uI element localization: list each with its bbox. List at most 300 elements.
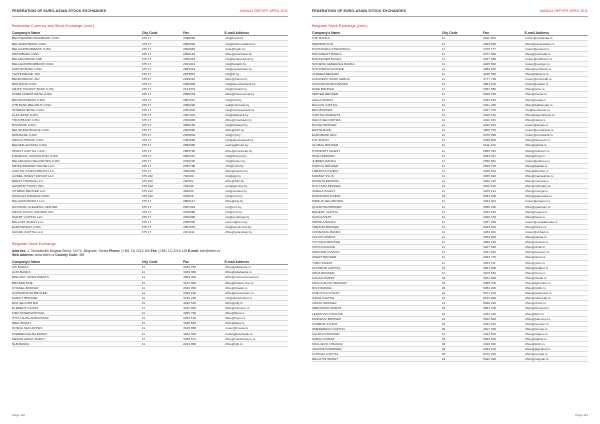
email-address[interactable]: info@paritetbank.by [225, 66, 289, 71]
company-name: BDD M&V INVESTMENTS [12, 275, 142, 280]
email-address[interactable]: office@capinv.by [225, 168, 289, 173]
email-address[interactable]: office@global.rs [525, 143, 589, 148]
fax-number: 2394690 [183, 138, 224, 143]
city-code: 11 [442, 117, 483, 122]
company-name: BELINTERFINANCE CJSC [12, 128, 142, 133]
fax-number: 2336700 [183, 158, 224, 163]
city-code: 375 17 [142, 229, 183, 234]
email-address[interactable]: office@bai.by [225, 199, 289, 204]
company-name: DUNAV BROKER [312, 122, 442, 127]
fax-number: 3344 335 [183, 331, 224, 336]
email-address[interactable]: office@tandem.rs [525, 72, 589, 77]
email-address[interactable]: office@priorbank.by [225, 51, 289, 56]
city-code: 375 17 [142, 214, 183, 219]
fax-number: 3283 810 [483, 66, 524, 71]
city-code: 375 222 [142, 194, 183, 199]
web-value[interactable]: www.belex.rs [34, 253, 55, 258]
email-address[interactable]: office@xpert.rs [525, 255, 589, 260]
city-code: 11 [442, 153, 483, 158]
fax-number: 2077 906 [483, 51, 524, 56]
email-address[interactable]: office@nsbroker.rs [525, 184, 589, 189]
email-address[interactable]: belcom@bcm.by [225, 219, 289, 224]
email-address[interactable]: broker@piraeus.rs [525, 199, 589, 204]
email-address[interactable]: office@synthesis.rs [525, 66, 589, 71]
fax-number: 3233 447 [483, 153, 524, 158]
company-name: EUROBANK EFG [312, 133, 442, 138]
fax-number: 3376 777 [483, 46, 524, 51]
fax-number: 2233 100 [483, 347, 524, 352]
email-address[interactable]: office@element.rs [225, 306, 289, 311]
email-address[interactable]: office@zepter.rs [525, 92, 589, 97]
email-address[interactable]: broker@socgen.rs [525, 61, 589, 66]
city-code: 25 [442, 321, 483, 326]
city-code: 11 [142, 311, 183, 316]
company-name: NIS FINANCE [312, 285, 442, 290]
email-address[interactable]: office@altabanka.rs [225, 270, 289, 275]
email-address[interactable]: office@citadel.rs [225, 285, 289, 290]
email-address[interactable]: office@pancevo.rs [525, 316, 589, 321]
fax-number: 3090150 [183, 122, 224, 127]
email-address[interactable]: office@cuprija.rs [525, 352, 589, 357]
fax-number: 3231 000 [483, 275, 524, 280]
city-code: 35 [442, 347, 483, 352]
company-name: BELAGROINVEST LLC [12, 199, 142, 204]
email-label: E-mail: [188, 249, 200, 254]
company-name-header: Company's Name [12, 260, 142, 265]
email-address[interactable]: office@trezor.rs [525, 224, 589, 229]
city-code: 11 [442, 46, 483, 51]
email-address[interactable]: office@zona.rs [525, 270, 589, 275]
email-address[interactable]: info@belarusbank.by [225, 56, 289, 61]
company-name: SOCIETE GENERALE BANKA [312, 61, 442, 66]
city-code: 11 [442, 107, 483, 112]
country-code-label: Country Code: [55, 253, 79, 258]
email-address[interactable]: info@belinvestbank.by [225, 41, 289, 46]
email-address[interactable]: broker@unicredit.rs [525, 77, 589, 82]
city-code: 375 17 [142, 204, 183, 209]
email-address[interactable]: info@beobroker.rs [525, 107, 589, 112]
fax-number: 2225 500 [483, 61, 524, 66]
company-name: BELVEB LEASING CJSC [12, 143, 142, 148]
city-code: 11 [442, 250, 483, 255]
members-table [12, 260, 288, 347]
email-address[interactable]: info@fincons.by [225, 153, 289, 158]
fax-number: 5577 100 [483, 291, 524, 296]
email-address[interactable]: office@lefin.rs [525, 311, 589, 316]
company-name: MINSK STOCK CENTER JSC [12, 209, 142, 214]
email-address[interactable]: office@marketplus.rs [525, 173, 589, 178]
city-code: 375 17 [142, 117, 183, 122]
fax-number: 4617 300 [483, 326, 524, 331]
email-value[interactable]: info@belex.rs [199, 249, 221, 254]
email-address[interactable]: office@horizont.rs [525, 148, 589, 153]
company-name: BEO BROKER [312, 107, 442, 112]
email-address[interactable]: office@yubc.rs [525, 260, 589, 265]
fax-number: 3453 200 [483, 336, 524, 341]
fax-number: 6611 515 [483, 184, 524, 189]
company-name: BELAGROPROMBANK OJSC [12, 61, 142, 66]
email-address[interactable]: info@bps-sberbank.by [225, 82, 289, 87]
fax-number: 2620 410 [483, 179, 524, 184]
email-address[interactable]: office@victoria.rs [525, 240, 589, 245]
city-code: 24 [442, 194, 483, 199]
company-name: ZLATIBOR CAPITAL [312, 265, 442, 270]
address-value: 1, Omladinskih Brigada Street, 11070, Belgrade, Serbia [27, 249, 109, 254]
email-address[interactable]: info@belapb.by [225, 61, 289, 66]
fax-number: 3512 600 [483, 316, 524, 321]
company-name: MINSK TRANSIT BANK CJSC [12, 87, 142, 92]
fax-number: 2095220 [183, 102, 224, 107]
fax-number: 3346 160 [183, 290, 224, 295]
email-address[interactable]: office@belros.by [225, 77, 289, 82]
email-address[interactable]: office@omega.rs [525, 189, 589, 194]
city-code: 11 [142, 290, 183, 295]
city-code: 375 17 [142, 77, 183, 82]
email-address[interactable]: office@delta.rs [525, 117, 589, 122]
email-address[interactable]: info@alfabank.by [225, 112, 289, 117]
email-address[interactable]: broker@ubbad.rs [525, 229, 589, 234]
city-code: 11 [142, 265, 183, 270]
fax-number: 5531 200 [483, 194, 524, 199]
email-address[interactable]: broker@otpbanka.rs [525, 36, 589, 41]
city-code: 375 17 [142, 51, 183, 56]
city-code: 11 [142, 285, 183, 290]
fax-number: 2840099 [183, 214, 224, 219]
email-address[interactable]: office@consortium.rs [225, 290, 289, 295]
company-name: EUROINVEST CJSC [12, 224, 142, 229]
fax-number: 4809 700 [483, 128, 524, 133]
fax-number: 3355 700 [483, 280, 524, 285]
email-address[interactable]: office@regent.rs [525, 209, 589, 214]
email-address[interactable]: broker@voban.rs [525, 82, 589, 87]
company-name: XPERT BROKER [312, 255, 442, 260]
email-address[interactable]: info@mtbank.by [225, 87, 289, 92]
email-address[interactable]: bank@bgpb.by [225, 46, 289, 51]
city-code: 375 17 [142, 133, 183, 138]
email-address[interactable]: office@broker-one.rs [225, 280, 289, 285]
email-header: E-mail Address [525, 31, 589, 36]
city-code: 375 17 [142, 143, 183, 148]
email-address[interactable]: broker@intesa.rs [225, 326, 289, 331]
email-address[interactable]: broker@jubmes.rs [525, 158, 589, 163]
company-name: PERSPEKTIVA [312, 41, 442, 46]
email-address[interactable]: office@quantum.rs [525, 204, 589, 209]
company-name: NEGOTIN INVEST [312, 357, 442, 362]
page-header [312, 9, 588, 13]
fax-number: 2061002 [183, 107, 224, 112]
email-address[interactable]: info@bsb.by [225, 97, 289, 102]
city-code: 375 17 [142, 102, 183, 107]
fax-number: 3022 510 [183, 300, 224, 305]
city-code: 11 [442, 204, 483, 209]
email-address[interactable]: office@nisfin.rs [525, 285, 589, 290]
email-address[interactable]: trust@grodno.by [225, 184, 289, 189]
city-code: 375 17 [142, 87, 183, 92]
company-name: TANDEM BROKER [312, 72, 442, 77]
company-name: CAPITAL MARKETS [312, 112, 442, 117]
fax-number: 2833807 [183, 72, 224, 77]
email-address[interactable]: info@belsec.by [225, 158, 289, 163]
city-code: 375 212 [142, 189, 183, 194]
email-address[interactable]: office@capmarkets.rs [525, 112, 589, 117]
city-code: 11 [442, 189, 483, 194]
email-address[interactable]: office@aikbanka.rs [225, 265, 289, 270]
city-code-header: City Code [442, 31, 483, 36]
city-code: 375 17 [142, 163, 183, 168]
company-name: CONSORTIUM BROKER [12, 290, 142, 295]
email-address[interactable]: office@binf.by [225, 128, 289, 133]
email-address[interactable]: office@procredit.rs [525, 51, 589, 56]
fax-number: 252525 [183, 194, 224, 199]
company-name: SAVA INVEST [312, 214, 442, 219]
city-code: 11 [442, 255, 483, 260]
city-code: 11 [442, 97, 483, 102]
city-code: 11 [442, 245, 483, 250]
email-address[interactable]: office@avala.rs [525, 97, 589, 102]
company-name: ERSTE BANK [312, 128, 442, 133]
fax-number: 2011 333 [483, 117, 524, 122]
company-name: DELTA SECURITIES [312, 117, 442, 122]
right-page [300, 0, 600, 424]
city-code: 31 [442, 265, 483, 270]
city-code: 11 [442, 260, 483, 265]
fax-number: 5252 200 [483, 285, 524, 290]
email-address[interactable]: broker@srpskabanka.rs [525, 219, 589, 224]
fax-number: 8470 200 [483, 352, 524, 357]
fax-number: 3109 530 [483, 270, 524, 275]
email-address[interactable]: office@nlb.rs [225, 341, 289, 346]
email-address[interactable]: info@smartcap.by [225, 214, 289, 219]
fax-number: 3306 150 [483, 92, 524, 97]
fax-number: 3203 950 [483, 41, 524, 46]
fax-number: 743300 [183, 173, 224, 178]
email-address[interactable]: office@zlatibor.rs [525, 265, 589, 270]
city-code: 375 232 [142, 173, 183, 178]
fax-number: 3221 020 [483, 250, 524, 255]
email-address[interactable]: office@vista.rs [525, 245, 589, 250]
city-code: 11 [142, 275, 183, 280]
company-name: VISTA FINANCE [312, 245, 442, 250]
email-address[interactable]: office@kapital.rs [525, 163, 589, 168]
city-code: 375 17 [142, 153, 183, 158]
city-code: 375 17 [142, 66, 183, 71]
fax-header: Fax [483, 31, 524, 36]
city-code: 11 [442, 56, 483, 61]
email-address[interactable]: office@fima.rs [225, 311, 289, 316]
page-header [12, 9, 288, 13]
email-address[interactable]: office@mediolanum.rs [225, 336, 289, 341]
fax-number: 2644 200 [483, 224, 524, 229]
email-address[interactable]: office@hypo.rs [225, 316, 289, 321]
email-address[interactable]: mbh@mbh.by [225, 163, 289, 168]
company-name: WESTERN INVEST [312, 250, 442, 255]
company-name: HORIZONT INVEST [312, 148, 442, 153]
fax-number: 2097344 [183, 204, 224, 209]
company-name: ZONA BROKER [312, 270, 442, 275]
city-code: 375 17 [142, 128, 183, 133]
email-address[interactable]: info@euroinvest.by [225, 224, 289, 229]
fax-number: 2039909 [183, 133, 224, 138]
email-address[interactable]: office@idea.rs [225, 321, 289, 326]
phone-value: (+381 11) 2215 150 [121, 249, 150, 254]
email-address[interactable]: info@directbroker.rs [225, 295, 289, 300]
email-address[interactable]: info@mfin.by [225, 194, 289, 199]
fax-number: 2075 899 [483, 133, 524, 138]
fax-number: 362020 [183, 189, 224, 194]
email-address[interactable]: office@vrsac.rs [525, 301, 589, 306]
city-code: 11 [442, 61, 483, 66]
email-address[interactable]: office@panonska.rs [525, 194, 589, 199]
company-name: SOMBOR INVEST [312, 321, 442, 326]
header-divider [312, 16, 588, 17]
company-name: GRAND CAPITAL LLC [12, 229, 142, 234]
email-address[interactable]: office@fininvest.rs [525, 138, 589, 143]
fax-label: Fax: [150, 249, 158, 254]
email-address[interactable]: info@interpaybank.by [225, 107, 289, 112]
company-name: KOMERCIJALNA BANKA [12, 331, 142, 336]
city-code: 11 [442, 51, 483, 56]
company-name: UZICE CAPITAL [312, 296, 442, 301]
email-address[interactable]: office@homecredit.by [225, 92, 289, 97]
fax-number: 2655 230 [483, 204, 524, 209]
fax-number: 2647 700 [483, 107, 524, 112]
company-name: BELSWISSBANK CJSC [12, 97, 142, 102]
city-code: 375 17 [142, 224, 183, 229]
email-address[interactable]: broker@kombank.rs [225, 331, 289, 336]
fax-number: 3237 299 [483, 219, 524, 224]
email-address[interactable]: office@trustbank.by [225, 117, 289, 122]
members-table [312, 31, 588, 362]
city-code: 11 [142, 326, 183, 331]
city-code: 11 [442, 122, 483, 127]
fax-number: 3284 001 [483, 229, 524, 234]
email-address[interactable]: office@uzicecap.rs [525, 296, 589, 301]
email-address[interactable]: office@kvfin.rs [525, 342, 589, 347]
company-name: HOME CREDIT BANK OJSC [12, 92, 142, 97]
email-address[interactable]: info@msc.by [225, 209, 289, 214]
city-code: 15 [442, 336, 483, 341]
email-address[interactable]: broker@dunav.rs [525, 122, 589, 127]
fax-number: 3224 515 [483, 209, 524, 214]
email-address[interactable]: info@tb.by [225, 72, 289, 77]
city-code: 11 [142, 331, 183, 336]
company-name: PROCREDIT BANKA [312, 51, 442, 56]
company-name: PIREUS SECURITIES [312, 199, 442, 204]
email-address[interactable]: info@rrb.by [225, 133, 289, 138]
company-name: GLOBAL BROKER [312, 143, 442, 148]
email-address[interactable]: office@efg.rs [225, 300, 289, 305]
email-address[interactable]: office@investcap.by [225, 148, 289, 153]
email-address[interactable]: office@kgbroker.rs [525, 280, 589, 285]
email-address[interactable]: broker@eurobank.rs [525, 133, 589, 138]
address-label: Address: [12, 249, 27, 254]
email-address[interactable]: office@sabac.rs [525, 336, 589, 341]
email-address[interactable]: office@smcap.rs [525, 326, 589, 331]
email-address[interactable]: office@valuta.rs [525, 235, 589, 240]
email-address[interactable]: info@btabank.by [225, 122, 289, 127]
company-name: PANONSKA INVEST [312, 194, 442, 199]
table-row [12, 87, 288, 92]
email-address[interactable]: office@moneta.rs [525, 179, 589, 184]
email-address[interactable]: office@negotin.rs [525, 357, 589, 362]
country-code-value: 381 [79, 253, 85, 258]
city-code: 375 17 [142, 92, 183, 97]
company-name: ZRENJANIN INVEST [312, 306, 442, 311]
company-name: DIRECT BROKER [12, 295, 142, 300]
email-address[interactable]: broker@posted.rs [525, 46, 589, 51]
company-name: MONETA BROKER [312, 179, 442, 184]
fax-number: 2224 500 [483, 331, 524, 336]
company-name: VICTORIA BROKER [312, 240, 442, 245]
city-code: 11 [442, 41, 483, 46]
company-name: WISE BROKER [312, 87, 442, 92]
company-name: UNICREDIT BANK SRBIJA [312, 77, 442, 82]
fax-number: 2226 100 [183, 316, 224, 321]
fax-number: 3130 290 [183, 295, 224, 300]
company-name: CITADEL BROKER [12, 285, 142, 290]
email-address[interactable]: mail@vtb-bank.by [225, 102, 289, 107]
email-address[interactable]: broker@erstebank.rs [525, 128, 589, 133]
email-address[interactable]: office@sava.rs [525, 214, 589, 219]
city-code: 23 [442, 306, 483, 311]
city-code: 24 [442, 291, 483, 296]
email-address[interactable]: info@gig.by [225, 173, 289, 178]
email-address[interactable]: office@valjevo.rs [525, 331, 589, 336]
email-address[interactable]: office@grandcap.by [225, 229, 289, 234]
city-code: 13 [442, 301, 483, 306]
email-address[interactable]: info@vbroker.by [225, 189, 289, 194]
company-name: INVEST CAPITAL CJSC [12, 148, 142, 153]
email-address[interactable]: broker@raiffeisen.rs [525, 56, 589, 61]
email-address[interactable]: office@sombor.rs [525, 321, 589, 326]
company-name: SMEDEREVO CAPITAL [312, 326, 442, 331]
company-name: MOGILEV FINANCE OJSC [12, 194, 142, 199]
city-code: 11 [142, 295, 183, 300]
email-address[interactable]: office@zrinvest.rs [525, 306, 589, 311]
company-name: INTESA SECURITIES [12, 326, 142, 331]
email-address[interactable]: office@western.rs [525, 250, 589, 255]
email-address[interactable]: office@perspektiva.rs [525, 41, 589, 46]
company-name: SYNTHESIS FINANCE [312, 66, 442, 71]
email-address[interactable]: office@mvinvestments.rs [225, 275, 289, 280]
email-address[interactable]: office@balkancap.rs [525, 102, 589, 107]
email-address[interactable]: info@bveb.by [225, 36, 289, 41]
email-address[interactable]: office@subinvest.rs [525, 291, 589, 296]
email-address[interactable]: office@invej.rs [525, 153, 589, 158]
email-address[interactable]: office@libertas.rs [525, 168, 589, 173]
company-name: BALKAN CAPITAL [312, 102, 442, 107]
email-address[interactable]: office@jagodina.rs [525, 347, 589, 352]
city-code: 11 [442, 168, 483, 173]
fax-number: 2299210 [183, 77, 224, 82]
email-address[interactable]: office@cacak.rs [525, 275, 589, 280]
page-number: Page 111 [575, 413, 588, 417]
exchange-contact-info [12, 249, 288, 258]
section-title: Belgrade Stock Exchange (cont.) [312, 24, 368, 28]
fax-number: 2101111 [183, 229, 224, 234]
city-code: 11 [442, 270, 483, 275]
city-code: 375 17 [142, 72, 183, 77]
email-address[interactable]: leasing@bveb.by [225, 143, 289, 148]
email-address[interactable]: office@bfin.by [225, 179, 289, 184]
fax-number: 3298 101 [183, 336, 224, 341]
fax-number: 2011 500 [483, 36, 524, 41]
city-code: 375 17 [142, 138, 183, 143]
email-address[interactable]: office@wise.rs [525, 87, 589, 92]
email-address[interactable]: info@absolutbank.by [225, 138, 289, 143]
city-code: 11 [442, 173, 483, 178]
email-address[interactable]: ncc@ncc.by [225, 204, 289, 209]
